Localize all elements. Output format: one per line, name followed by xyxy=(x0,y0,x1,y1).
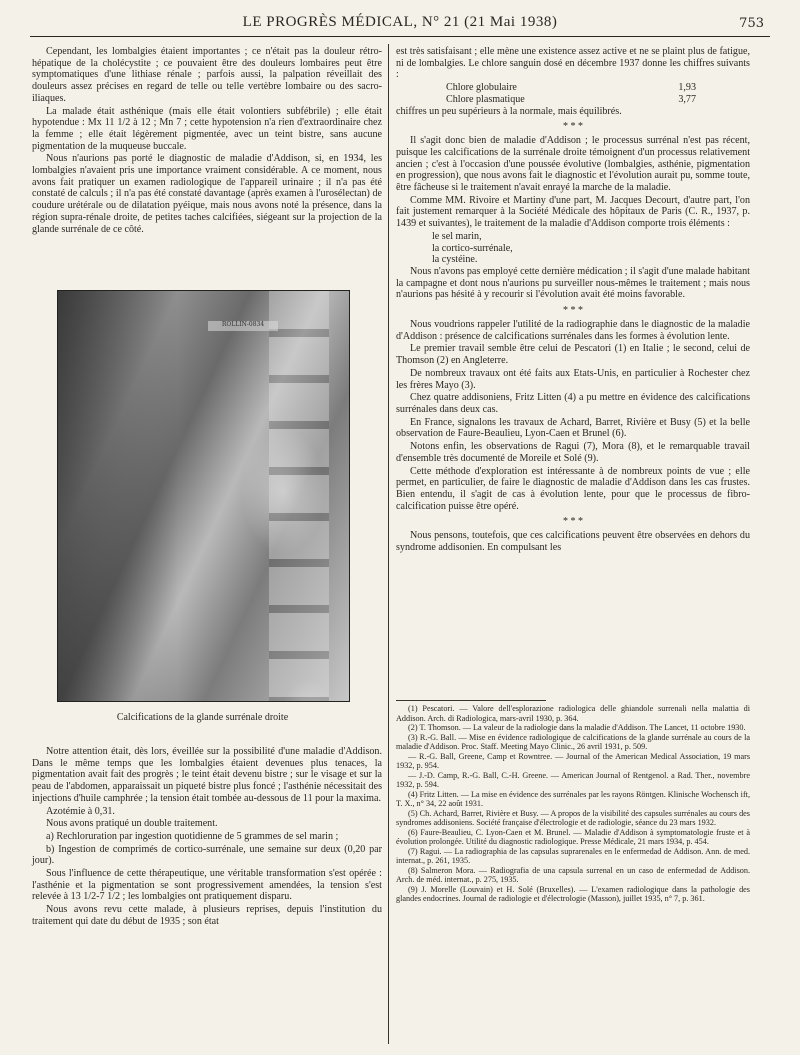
chlore-label: Chlore plasmatique xyxy=(446,93,525,105)
paragraph: Cependant, les lombalgies étaient importantes ; ce n'était pas la douleur rétro-hépatique de la cholécystite ; ce pouvaient être des douleurs lombaires peut être symptomatiques d'une lithiase rénale ; parfois aussi, la palpation réveillait des douleurs assez précises en regard de telle ou telle vertèbre lombaire ou des sacro-iliaques. xyxy=(32,46,382,104)
list-item: la cystéine. xyxy=(432,254,478,266)
paragraph: Nous voudrions rappeler l'utilité de la radiographie dans le diagnostic de la maladie d'Addison : présence de calcifications surrénales dans les formes à évolution lente. xyxy=(396,319,750,342)
paragraph: De nombreux travaux ont été faits aux Etats-Unis, en particulier à Rochester chez les frères Mayo (3). xyxy=(396,367,750,391)
paragraph: Notons enfin, les observations de Ragui (7), Mora (8), et le remarquable travail d'ensemble très documenté de Moreile et Solé (9). xyxy=(396,441,750,464)
reference: (9) J. Morelle (Louvain) et H. Solé (Bruxelles). — L'examen radiologique dans la pathologie des glandes endocrines. Journal de radiologie et d'électrologie (Masson), juillet 1935, n° 7, p. 361. xyxy=(396,884,750,903)
paragraph: Cette méthode d'exploration est intéressante à de nombreux points de vue ; elle permet, en particulier, de faire le diagnostic de maladie d'Addison dans les cas frustes. Bien entendu, il s'agit de cas à évolution lente, pour que le processus de fibro-calcification puisse être opéré. xyxy=(396,465,750,512)
treatment-list xyxy=(396,231,750,266)
reference: (5) Ch. Achard, Barret, Rivière et Busy. — A propos de la visibilité des capsules surrénales au cours des syndromes addisoniens. Société française d'électrologie et de radiologie, séance du 23 mars 1932. xyxy=(396,808,750,827)
paragraph: Nous avons pratiqué un double traitement. xyxy=(46,818,218,830)
reference: (4) Fritz Litten. — La mise en évidence des surrénales par les rayons Röntgen. Klinische Wochensch ift, T. X., n° 34, 22 août 1931. xyxy=(396,789,750,808)
left-column-bottom xyxy=(32,746,382,929)
references xyxy=(396,704,750,904)
reference: (8) Salmeron Mora. — Radiografia de una capsula surrenal en un caso de enfermedad de Addison. Arch. de méd. internat., p. 275, 1935. xyxy=(396,865,750,884)
reference: — R.-G. Ball, Greene, Camp et Rowntree. — Journal of the American Medical Association, 19 mars 1932, p. 954. xyxy=(396,751,750,770)
paragraph: Nous avons revu cette malade, à plusieurs reprises, depuis l'institution du traitement qui date du début de 1935 ; son état xyxy=(32,904,382,927)
paragraph: Sous l'influence de cette thérapeutique, une véritable transformation s'est opérée : l'asthénie et la pigmentation se sont progressivement amendées, la tension s'est relevée à 13 1/2-7 1/2 ; les lombalgies ont pratiquement disparu. xyxy=(32,868,382,903)
list-item: la cortico-surrénale, xyxy=(432,242,513,254)
reference: (7) Ragui. — La radiographia de las capsulas suprarenales en le enfermedad de Addison. Ann. de med. internat., p. 261, 1935. xyxy=(396,846,750,865)
film-label: ROLLIN-0834 xyxy=(208,321,278,331)
journal-title: LE PROGRÈS MÉDICAL, N° 21 (21 Mai 1938) xyxy=(242,14,558,30)
paragraph: Il s'agit donc bien de maladie d'Addison ; le processus surrénal n'est pas récent, puisque les calcifications de la surrénale droite témoignent d'un processus relativement ancien ; c'est à l'occasion d'une poussée évolutive (lombalgies, asthénie, pigmentation en progression), que nous avons fait le diagnostic et l'évolution aurait pu, somme toute, être fâcheuse si le traitement n'avait enrayé la marche de la maladie. xyxy=(396,135,750,194)
chlore-row xyxy=(396,82,696,94)
reference: (2) T. Thomson. — La valeur de la radiologie dans la maladie d'Addison. The Lancet, 11 octobre 1930. xyxy=(408,723,746,732)
chlore-row xyxy=(396,94,696,106)
xray-shadow xyxy=(58,291,178,701)
reference: — J.-D. Camp, R.-G. Ball, C.-H. Greene. — American Journal of Rentgenol. a Rad. Ther., novembre 1932, p. 594. xyxy=(396,770,750,789)
section-separator: * * * xyxy=(563,516,583,528)
list-item: le sel marin, xyxy=(432,230,482,242)
paragraph: La malade était asthénique (mais elle était volontiers subfébrile) ; elle était hypotendue : Mx 11 1/2 à 12 ; Mn 7 ; cette hypotension n'a rien d'extraordinaire chez la femme ; elle était légèrement pigmentée, avec un teint bistre, sans aucune pigmentation de la muqueuse buccale. xyxy=(32,105,382,152)
paragraph: Azotémie à 0,31. xyxy=(46,805,115,817)
paragraph: Chez quatre addisoniens, Fritz Litten (4) a pu mettre en évidence des calcifications surrénales dans deux cas. xyxy=(396,392,750,415)
right-column xyxy=(396,46,750,555)
reference: (6) Faure-Beaulieu, C. Lyon-Caen et M. Brunel. — Maladie d'Addison à symptomatologie fruste et à évolution prolongée. Utilité du diagnostic radiologique. Presse Médicale, 21 mars 1934, p. 454. xyxy=(396,827,750,846)
column-divider xyxy=(388,44,389,1044)
footnote-rule xyxy=(396,700,546,701)
paragraph: a) Rechloruration par ingestion quotidienne de 5 grammes de sel marin ; xyxy=(46,830,339,842)
section-separator: * * * xyxy=(563,121,583,133)
reference: (1) Pescatori. — Valore dell'esplorazione radiologica delle ghiandole surrenali nella malattia di Addison. Arch. di Radiologica, mars-avril 1930, p. 364. xyxy=(396,704,750,723)
chlore-value: 3,77 xyxy=(678,93,696,105)
paragraph: b) Ingestion de comprimés de cortico-surrénale, une semaine sur deux (0,20 par jour). xyxy=(32,843,382,867)
paragraph: Nous pensons, toutefois, que ces calcifications peuvent être observées en dehors du syndrome addisonien. En compulsant les xyxy=(396,530,750,554)
paragraph: Nous n'aurions pas porté le diagnostic de maladie d'Addison, si, en 1934, les lombalgies n'avaient pris une importance vraiment considérable. A ce moment, nous avons fait pratiquer un examen radiologique de l'appareil urinaire ; il n'a pas été constaté de calculs ; il n'a pas été constaté davantage (après examen à l'urosélectan) de coudure urétérale ou de dilatation pyéique, mais nous avons noté la présence, dans la région supra-rénale droite, de petites taches calcifiées, siégeant sur la projection de la glande surrénale de ce côté. xyxy=(32,153,382,235)
running-header xyxy=(30,14,770,37)
xray-figure xyxy=(57,290,350,702)
section-separator: * * * xyxy=(563,305,583,317)
figure-caption: Calcifications de la glande surrénale droite xyxy=(116,712,289,723)
paragraph: En France, signalons les travaux de Achard, Barret, Rivière et Busy (5) et la belle observation de Faure-Beaulieu, Lyon-Caen et Brunel (6). xyxy=(396,416,750,440)
chlore-value: 1,93 xyxy=(678,82,696,94)
paragraph: Notre attention était, dès lors, éveillée sur la possibilité d'une maladie d'Addison. Dans le même temps que les lombalgies étaient devenues plus tenaces, la pigmentation avait fait des progrès ; le teint était devenu bistre ; sur le visage et sur la peau de l'abdomen, apparaissait un piqueté bistre plus foncé ; l'asthénie nécessitait des injections d'huile camphrée ; la tension était tombée au-dessous de 11 pour la maxima. xyxy=(32,746,382,804)
paragraph: est très satisfaisant ; elle mène une existence assez active et ne se plaint plus de fatigue, ni de lombalgies. Le chlore sanguin dosé en décembre 1937 donne les chiffres suivants : xyxy=(396,46,750,81)
paragraph: chiffres un peu supérieurs à la normale, mais équilibrés. xyxy=(396,105,622,117)
paragraph: Le premier travail semble être celui de Pescatori (1) en Italie ; le second, celui de Thomson (2) en Angleterre. xyxy=(396,343,750,367)
paragraph: Comme MM. Rivoire et Martiny d'une part, M. Jacques Decourt, d'autre part, l'on fait justement remarquer à la Société Médicale des hôpitaux de Paris (C. R., 1937, p. 1439 et suivantes), le traitement de la maladie d'Addison comporte trois éléments : xyxy=(396,194,750,230)
paragraph: Nous n'avons pas employé cette dernière médication ; il s'agit d'une malade habitant la campagne et dont nous n'aurions pu surveiller nous-mêmes le traitement ; mais nous n'aurions pas hésité à y recourir si l'évolution avait été moins favorable. xyxy=(396,265,750,301)
page-number: 753 xyxy=(739,16,764,31)
xray-spine xyxy=(269,291,329,701)
reference: (3) R.-G. Ball. — Mise en évidence radiologique de calcifications de la glande surrénale au cours de la maladie d'Addison. Proc. Staff. Meeting Mayo Clinic., 26 avril 1931, p. 509. xyxy=(396,732,750,751)
left-column-top xyxy=(32,46,382,236)
chlore-label: Chlore globulaire xyxy=(446,82,517,94)
